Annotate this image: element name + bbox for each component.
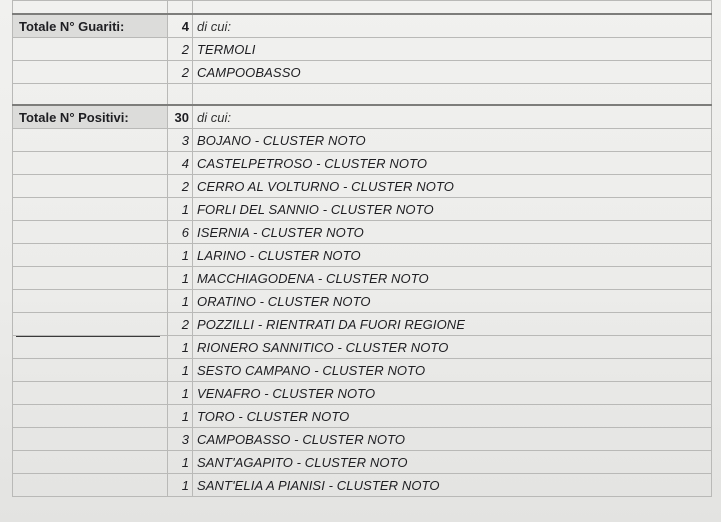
positivi-location: CERRO AL VOLTURNO - CLUSTER NOTO [193,175,712,198]
positivi-location: MACCHIAGODENA - CLUSTER NOTO [193,267,712,290]
positivi-label: Totale N° Positivi: [13,105,168,129]
table-cell [13,61,168,84]
positivi-count: 4 [168,152,193,175]
positivi-location: TORO - CLUSTER NOTO [193,405,712,428]
positivi-count: 1 [168,474,193,497]
table-cell [13,451,168,474]
positivi-location: FORLI DEL SANNIO - CLUSTER NOTO [193,198,712,221]
table-cell [13,290,168,313]
table-row [13,175,712,198]
positivi-total-row [13,105,712,129]
table-row [13,198,712,221]
table-row [13,405,712,428]
table-row [13,61,712,84]
table-cell [13,428,168,451]
positivi-count: 1 [168,198,193,221]
positivi-location: SANT'ELIA A PIANISI - CLUSTER NOTO [193,474,712,497]
guariti-total-row [13,14,712,38]
cases-table-body [13,1,712,497]
positivi-count: 6 [168,221,193,244]
table-cell [13,175,168,198]
table-cell [13,38,168,61]
positivi-count: 1 [168,290,193,313]
guariti-total: 4 [168,14,193,38]
table-row [13,244,712,267]
guariti-location: CAMPOOBASSO [193,61,712,84]
table-cell [13,267,168,290]
table-cell [13,359,168,382]
cases-table [12,0,712,497]
table-cell [13,198,168,221]
positivi-note: di cui: [193,105,712,129]
table-cell [13,1,168,15]
table-row [13,359,712,382]
positivi-count: 1 [168,405,193,428]
positivi-location: VENAFRO - CLUSTER NOTO [193,382,712,405]
table-cell [13,129,168,152]
table-cell [13,474,168,497]
table-row [13,267,712,290]
table-row [13,313,712,336]
positivi-location: RIONERO SANNITICO - CLUSTER NOTO [193,336,712,359]
table-cell [13,313,168,336]
table-row [13,152,712,175]
positivi-location: CAMPOBASSO - CLUSTER NOTO [193,428,712,451]
table-cell [168,84,193,106]
table-row [13,451,712,474]
guariti-note: di cui: [193,14,712,38]
table-cell [193,84,712,106]
positivi-location: CASTELPETROSO - CLUSTER NOTO [193,152,712,175]
positivi-location: LARINO - CLUSTER NOTO [193,244,712,267]
table-row [13,38,712,61]
table-row [13,474,712,497]
positivi-count: 2 [168,313,193,336]
guariti-location: TERMOLI [193,38,712,61]
positivi-location: SESTO CAMPANO - CLUSTER NOTO [193,359,712,382]
table-cell [13,84,168,106]
positivi-count: 1 [168,336,193,359]
table-cell [13,221,168,244]
handwritten-line [16,336,160,337]
positivi-location: SANT'AGAPITO - CLUSTER NOTO [193,451,712,474]
table-row [13,221,712,244]
table-row [13,428,712,451]
table-cell [13,382,168,405]
positivi-location: ORATINO - CLUSTER NOTO [193,290,712,313]
table-cell [13,336,168,359]
positivi-count: 1 [168,359,193,382]
table-row [13,84,712,106]
positivi-count: 1 [168,267,193,290]
table-row [13,336,712,359]
table-row [13,290,712,313]
guariti-count: 2 [168,61,193,84]
positivi-count: 1 [168,382,193,405]
table-cell [13,244,168,267]
positivi-count: 2 [168,175,193,198]
table-cell [193,1,712,15]
table-row [13,382,712,405]
guariti-count: 2 [168,38,193,61]
positivi-count: 3 [168,129,193,152]
table-cell [13,405,168,428]
table-cell [13,152,168,175]
table-row [13,129,712,152]
positivi-count: 1 [168,451,193,474]
table-row [13,1,712,15]
positivi-count: 3 [168,428,193,451]
table-cell [168,1,193,15]
positivi-location: BOJANO - CLUSTER NOTO [193,129,712,152]
positivi-count: 1 [168,244,193,267]
guariti-label: Totale N° Guariti: [13,14,168,38]
positivi-location: ISERNIA - CLUSTER NOTO [193,221,712,244]
positivi-total: 30 [168,105,193,129]
positivi-location: POZZILLI - RIENTRATI DA FUORI REGIONE [193,313,712,336]
